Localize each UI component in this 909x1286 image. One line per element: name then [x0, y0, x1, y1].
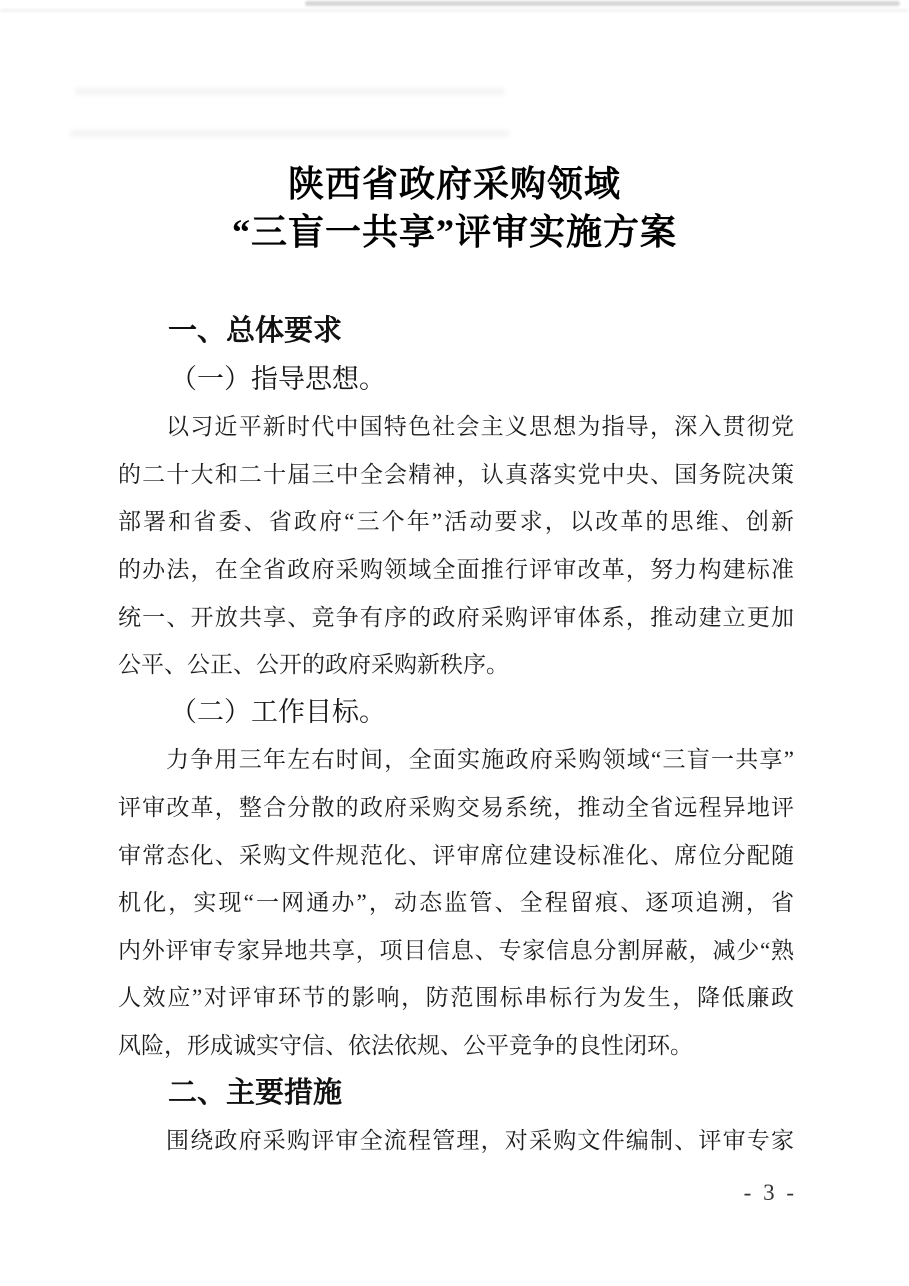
scan-artifact [75, 88, 505, 95]
scan-artifact [70, 130, 510, 137]
scan-artifact [305, 1, 900, 6]
body-line: 以习近平新时代中国特色社会主义思想为指导，深入贯彻党 [166, 414, 794, 440]
body-line: 审常态化、采购文件规范化、评审席位建设标准化、席位分配随 [118, 842, 794, 868]
body-line: 人效应”对评审环节的影响，防范围标串标行为发生，降低廉政 [118, 985, 794, 1011]
page-number: - 3 - [743, 1180, 797, 1205]
subsection-heading-2: （二）工作目标。 [170, 696, 386, 727]
body-line: 力争用三年左右时间，全面实施政府采购领域“三盲一共享” [166, 747, 794, 773]
body-line: 内外评审专家异地共享，项目信息、专家信息分割屏蔽，减少“熟 [118, 937, 794, 963]
subsection-heading-1: （一）指导思想。 [170, 363, 386, 394]
section-heading-2: 二、主要措施 [168, 1076, 343, 1109]
document-body [118, 308, 794, 1165]
title-line-2: “三盲一共享”评审实施方案 [231, 212, 677, 252]
body-line: 风险，形成诚实守信、依法依规、公平竞争的良性闭环。 [118, 1032, 693, 1058]
body-line: 公平、公正、公开的政府采购新秩序。 [118, 652, 509, 678]
body-line: 评审改革，整合分散的政府采购交易系统，推动全省远程异地评 [118, 794, 794, 820]
scan-artifact [0, 9, 909, 12]
body-line: 机化，实现“一网通办”，动态监管、全程留痕、逐项追溯，省 [118, 890, 794, 916]
body-line: 围绕政府采购评审全流程管理，对采购文件编制、评审专家 [166, 1128, 794, 1154]
document-title [0, 160, 909, 256]
body-line: 统一、开放共享、竞争有序的政府采购评审体系，推动建立更加 [118, 604, 794, 630]
body-line: 的办法，在全省政府采购领域全面推行评审改革，努力构建标准 [118, 556, 794, 582]
body-line: 的二十大和二十届三中全会精神，认真落实党中央、国务院决策 [118, 461, 794, 487]
title-line-1: 陕西省政府采购领域 [287, 164, 621, 204]
body-line: 部署和省委、省政府“三个年”活动要求，以改革的思维、创新 [118, 509, 794, 535]
section-heading-1: 一、总体要求 [168, 315, 343, 347]
